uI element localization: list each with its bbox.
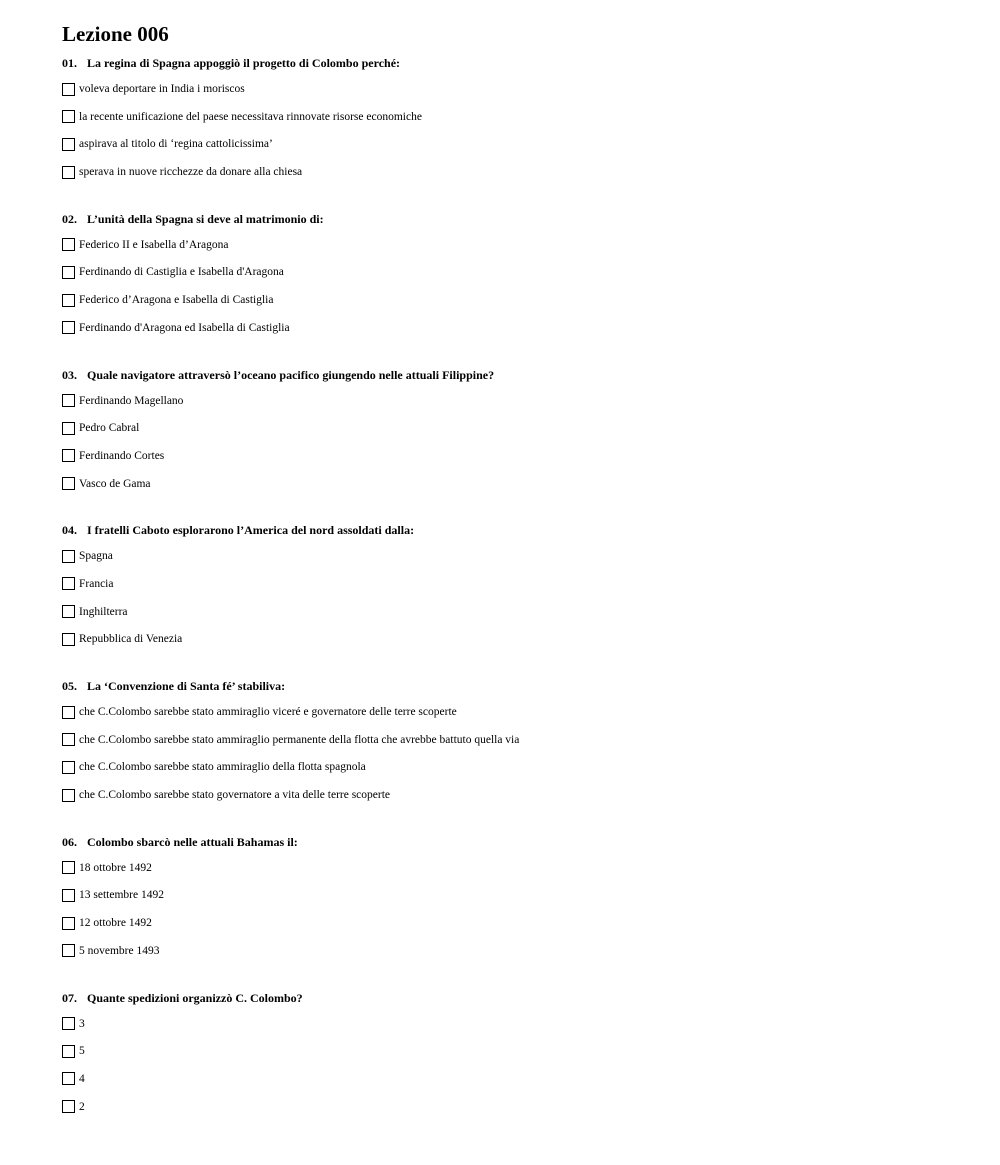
answer-option[interactable] <box>62 475 962 493</box>
checkbox[interactable] <box>62 633 75 646</box>
answer-option[interactable] <box>62 731 962 749</box>
answer-label: aspirava al titolo di ‘regina cattolicissima’ <box>79 138 273 151</box>
question-heading <box>62 835 962 849</box>
question-text: La ‘Convenzione di Santa fé’ stabiliva: <box>87 679 286 693</box>
checkbox[interactable] <box>62 266 75 279</box>
answer-option[interactable] <box>62 1015 962 1033</box>
question-text: Quante spedizioni organizzò C. Colombo? <box>87 990 303 1005</box>
question-spacer <box>62 814 962 825</box>
answer-option[interactable] <box>62 603 962 621</box>
answer-label: la recente unificazione del paese necessitava rinnovate risorse economiche <box>79 110 422 123</box>
checkbox[interactable] <box>62 761 75 774</box>
answer-label: 5 <box>79 1045 85 1058</box>
question-spacer <box>62 502 962 513</box>
answer-option[interactable] <box>62 758 962 776</box>
question-number: 04. <box>62 523 77 538</box>
answer-option[interactable] <box>62 703 962 721</box>
checkbox[interactable] <box>62 733 75 746</box>
checkbox[interactable] <box>62 83 75 96</box>
answer-label: 2 <box>79 1100 85 1113</box>
question-5 <box>62 658 962 804</box>
question-3 <box>62 347 962 493</box>
checkbox[interactable] <box>62 138 75 151</box>
checkbox[interactable] <box>62 166 75 179</box>
checkbox[interactable] <box>62 1072 75 1085</box>
question-number: 07. <box>62 990 77 1005</box>
question-4 <box>62 502 962 648</box>
question-text: La regina di Spagna appoggiò il progetto di Colombo perché: <box>87 56 401 70</box>
answer-label: Vasco de Gama <box>79 477 151 490</box>
answer-option[interactable] <box>62 886 962 904</box>
answer-label: 3 <box>79 1017 85 1030</box>
checkbox[interactable] <box>62 789 75 802</box>
checkbox[interactable] <box>62 1017 75 1030</box>
checkbox[interactable] <box>62 1045 75 1058</box>
answer-option[interactable] <box>62 80 962 98</box>
answer-option[interactable] <box>62 914 962 932</box>
checkbox[interactable] <box>62 394 75 407</box>
answer-option[interactable] <box>62 1070 962 1088</box>
checkbox[interactable] <box>62 550 75 563</box>
question-heading <box>62 56 962 70</box>
checkbox[interactable] <box>62 605 75 618</box>
answer-option[interactable] <box>62 1042 962 1060</box>
question-number: 01. <box>62 56 77 70</box>
question-number: 02. <box>62 211 77 226</box>
question-heading <box>62 679 962 693</box>
answer-option[interactable] <box>62 236 962 254</box>
answer-option[interactable] <box>62 108 962 126</box>
answer-label: 4 <box>79 1072 85 1085</box>
document-page <box>62 22 962 1125</box>
question-heading <box>62 991 962 1005</box>
answer-label: che C.Colombo sarebbe stato ammiraglio della flotta spagnola <box>79 761 366 774</box>
question-2 <box>62 191 962 337</box>
checkbox[interactable] <box>62 1100 75 1113</box>
answer-option[interactable] <box>62 263 962 281</box>
checkbox[interactable] <box>62 321 75 334</box>
answer-label: 18 ottobre 1492 <box>79 861 152 874</box>
answer-label: Federico II e Isabella d’Aragona <box>79 238 229 251</box>
answer-option[interactable] <box>62 859 962 877</box>
answer-option[interactable] <box>62 419 962 437</box>
question-spacer <box>62 347 962 358</box>
answer-option[interactable] <box>62 291 962 309</box>
checkbox[interactable] <box>62 294 75 307</box>
answer-label: che C.Colombo sarebbe stato governatore a vita delle terre scoperte <box>79 789 391 802</box>
question-6 <box>62 814 962 960</box>
answer-option[interactable] <box>62 1098 962 1116</box>
answer-label: Pedro Cabral <box>79 422 140 435</box>
question-heading <box>62 523 962 537</box>
answer-option[interactable] <box>62 447 962 465</box>
answer-option[interactable] <box>62 575 962 593</box>
checkbox[interactable] <box>62 449 75 462</box>
answer-label: Repubblica di Venezia <box>79 633 183 646</box>
answer-label: sperava in nuove ricchezze da donare alla chiesa <box>79 166 303 179</box>
answer-label: 12 ottobre 1492 <box>79 917 152 930</box>
answer-label: Spagna <box>79 550 113 563</box>
checkbox[interactable] <box>62 577 75 590</box>
checkbox[interactable] <box>62 861 75 874</box>
answer-label: 13 settembre 1492 <box>79 889 164 902</box>
page-title: Lezione 006 <box>62 22 169 46</box>
answer-label: Ferdinando Cortes <box>79 449 165 462</box>
answer-option[interactable] <box>62 135 962 153</box>
question-1 <box>62 56 962 181</box>
answer-label: che C.Colombo sarebbe stato ammiraglio viceré e governatore delle terre scoperte <box>79 706 457 718</box>
question-heading <box>62 212 962 226</box>
answer-option[interactable] <box>62 630 962 648</box>
answer-option[interactable] <box>62 392 962 410</box>
answer-label: Inghilterra <box>79 605 128 618</box>
answer-option[interactable] <box>62 547 962 565</box>
checkbox[interactable] <box>62 238 75 251</box>
question-heading <box>62 368 962 382</box>
checkbox[interactable] <box>62 917 75 930</box>
checkbox[interactable] <box>62 477 75 490</box>
question-number: 06. <box>62 834 77 849</box>
answer-label: 5 novembre 1493 <box>79 944 160 957</box>
answer-label: Federico d’Aragona e Isabella di Castiglia <box>79 294 274 307</box>
answer-label: Ferdinando d'Aragona ed Isabella di Castiglia <box>79 321 290 334</box>
question-number: 05. <box>62 679 77 693</box>
question-number: 03. <box>62 367 77 382</box>
checkbox[interactable] <box>62 706 75 719</box>
question-text: I fratelli Caboto esplorarono l’America del nord assoldati dalla: <box>87 523 415 538</box>
question-text: Quale navigatore attraversò l’oceano pacifico giungendo nelle attuali Filippine? <box>87 367 495 382</box>
question-spacer <box>62 658 962 669</box>
question-spacer <box>62 970 962 981</box>
question-7 <box>62 970 962 1116</box>
checkbox[interactable] <box>62 422 75 435</box>
checkbox[interactable] <box>62 110 75 123</box>
answer-option[interactable] <box>62 319 962 337</box>
answer-label: voleva deportare in India i moriscos <box>79 83 245 95</box>
answer-option[interactable] <box>62 942 962 960</box>
question-list <box>62 56 962 1116</box>
question-spacer <box>62 191 962 202</box>
answer-option[interactable] <box>62 786 962 804</box>
checkbox[interactable] <box>62 944 75 957</box>
answer-label: Ferdinando di Castiglia e Isabella d'Aragona <box>79 266 284 279</box>
checkbox[interactable] <box>62 889 75 902</box>
answer-label: Francia <box>79 577 114 590</box>
question-text: Colombo sbarcò nelle attuali Bahamas il: <box>87 834 298 849</box>
answer-label: che C.Colombo sarebbe stato ammiraglio permanente della flotta che avrebbe battuto quella via <box>79 733 520 746</box>
answer-option[interactable] <box>62 163 962 181</box>
question-text: L’unità della Spagna si deve al matrimonio di: <box>87 211 324 226</box>
answer-label: Ferdinando Magellano <box>79 394 184 407</box>
